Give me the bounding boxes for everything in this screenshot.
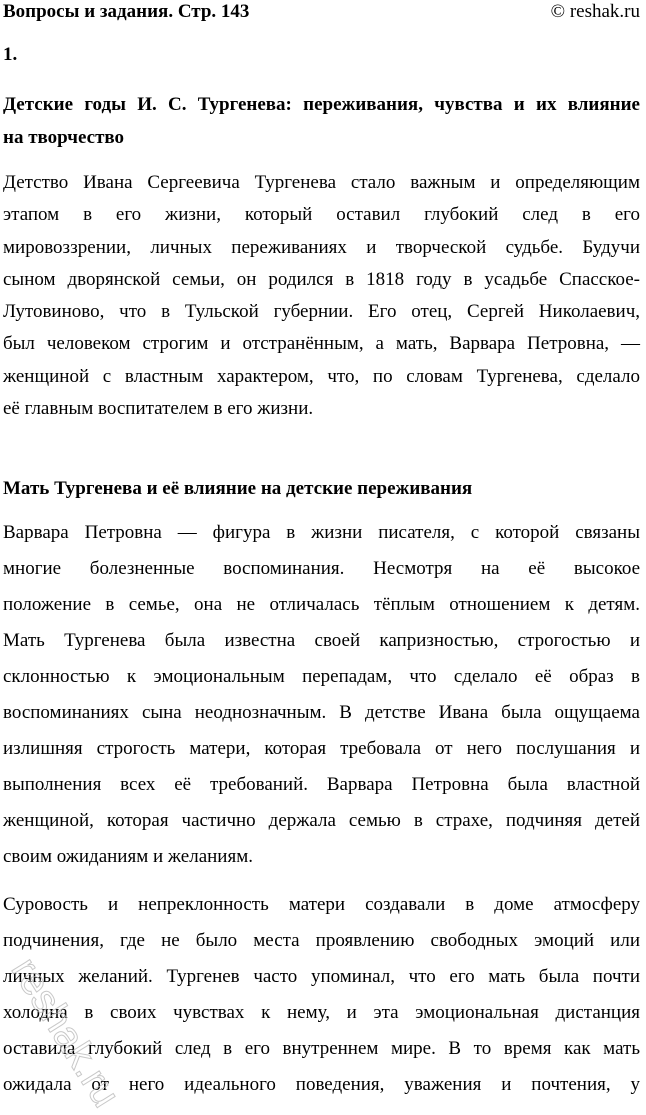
paragraph-1	[3, 167, 640, 425]
text-line: Варвара Петровна — фигура в жизни писателя, с которой связаны	[3, 522, 640, 543]
page-header	[3, 0, 640, 26]
text-line: женщиной, которая частично держала семью в страхе, подчиняя детей	[3, 810, 640, 831]
text-line: оставила глубокий след в его внутреннем мире. В то время как мать	[3, 1038, 640, 1059]
text-line: холодна в своих чувствах к нему, и эта эмоциональная дистанция	[3, 1002, 640, 1023]
text-line: этапом в его жизни, который оставил глубокий след в его	[3, 204, 640, 226]
text-line: женщиной с властным характером, что, по словам Тургенева, сделало	[3, 365, 640, 387]
section-heading-2: Мать Тургенева и её влияние на детские переживания	[3, 478, 473, 499]
text-line: положение в семье, она не отличалась тёплым отношением к детям.	[3, 594, 640, 615]
paragraph-2	[3, 515, 640, 875]
text-line: ожидала от него идеального поведения, уважения и почтения, у	[3, 1074, 640, 1095]
text-line: Суровость и непреклонность матери создавали в доме атмосферу	[3, 894, 640, 915]
page-title: Вопросы и задания. Стр. 143	[3, 1, 250, 22]
text-line: выполнения всех её требований. Варвара Петровна была властной	[3, 774, 640, 795]
task-number: 1.	[3, 44, 18, 65]
text-line: воспоминаниях сына неоднозначным. В детстве Ивана была ощущаема	[3, 702, 640, 723]
text-line: её главным воспитателем в его жизни.	[3, 398, 314, 420]
text-line: мировоззрении, личных переживаниях и творческой судьбе. Будучи	[3, 236, 640, 258]
text-line: своим ожиданиям и желаниям.	[3, 846, 253, 867]
watermark: reshak.ru	[2, 950, 129, 1115]
text-line: Мать Тургенева была известна своей капризностью, строгостью и	[3, 630, 640, 651]
text-line: личных желаний. Тургенев часто упоминал, что его мать была почти	[3, 966, 640, 987]
text-line: Детство Ивана Сергеевича Тургенева стало важным и определяющим	[3, 172, 640, 193]
text-line: склонностью к эмоциональным перепадам, что сделало её образ в	[3, 666, 640, 687]
text-line: был человеком строгим и отстранённым, а мать, Варвара Петровна, —	[3, 333, 640, 355]
text-line: Лутовиново, что в Тульской губернии. Его отец, Сергей Николаевич,	[3, 301, 640, 323]
copyright: © reshak.ru	[550, 1, 640, 22]
text-line: многие болезненные воспоминания. Несмотря на её высокое	[3, 558, 640, 579]
text-line: подчинения, где не было места проявлению свободных эмоций или	[3, 930, 640, 951]
heading-line: на творчество	[3, 127, 125, 148]
section-heading-1	[3, 88, 640, 154]
heading-line: Детские годы И. С. Тургенева: переживания, чувства и их влияние	[3, 94, 640, 115]
text-line: сыном дворянской семьи, он родился в 1818 году в усадьбе Спасское-	[3, 268, 640, 290]
text-line: излишняя строгость матери, которая требовала от него послушания и	[3, 738, 640, 759]
